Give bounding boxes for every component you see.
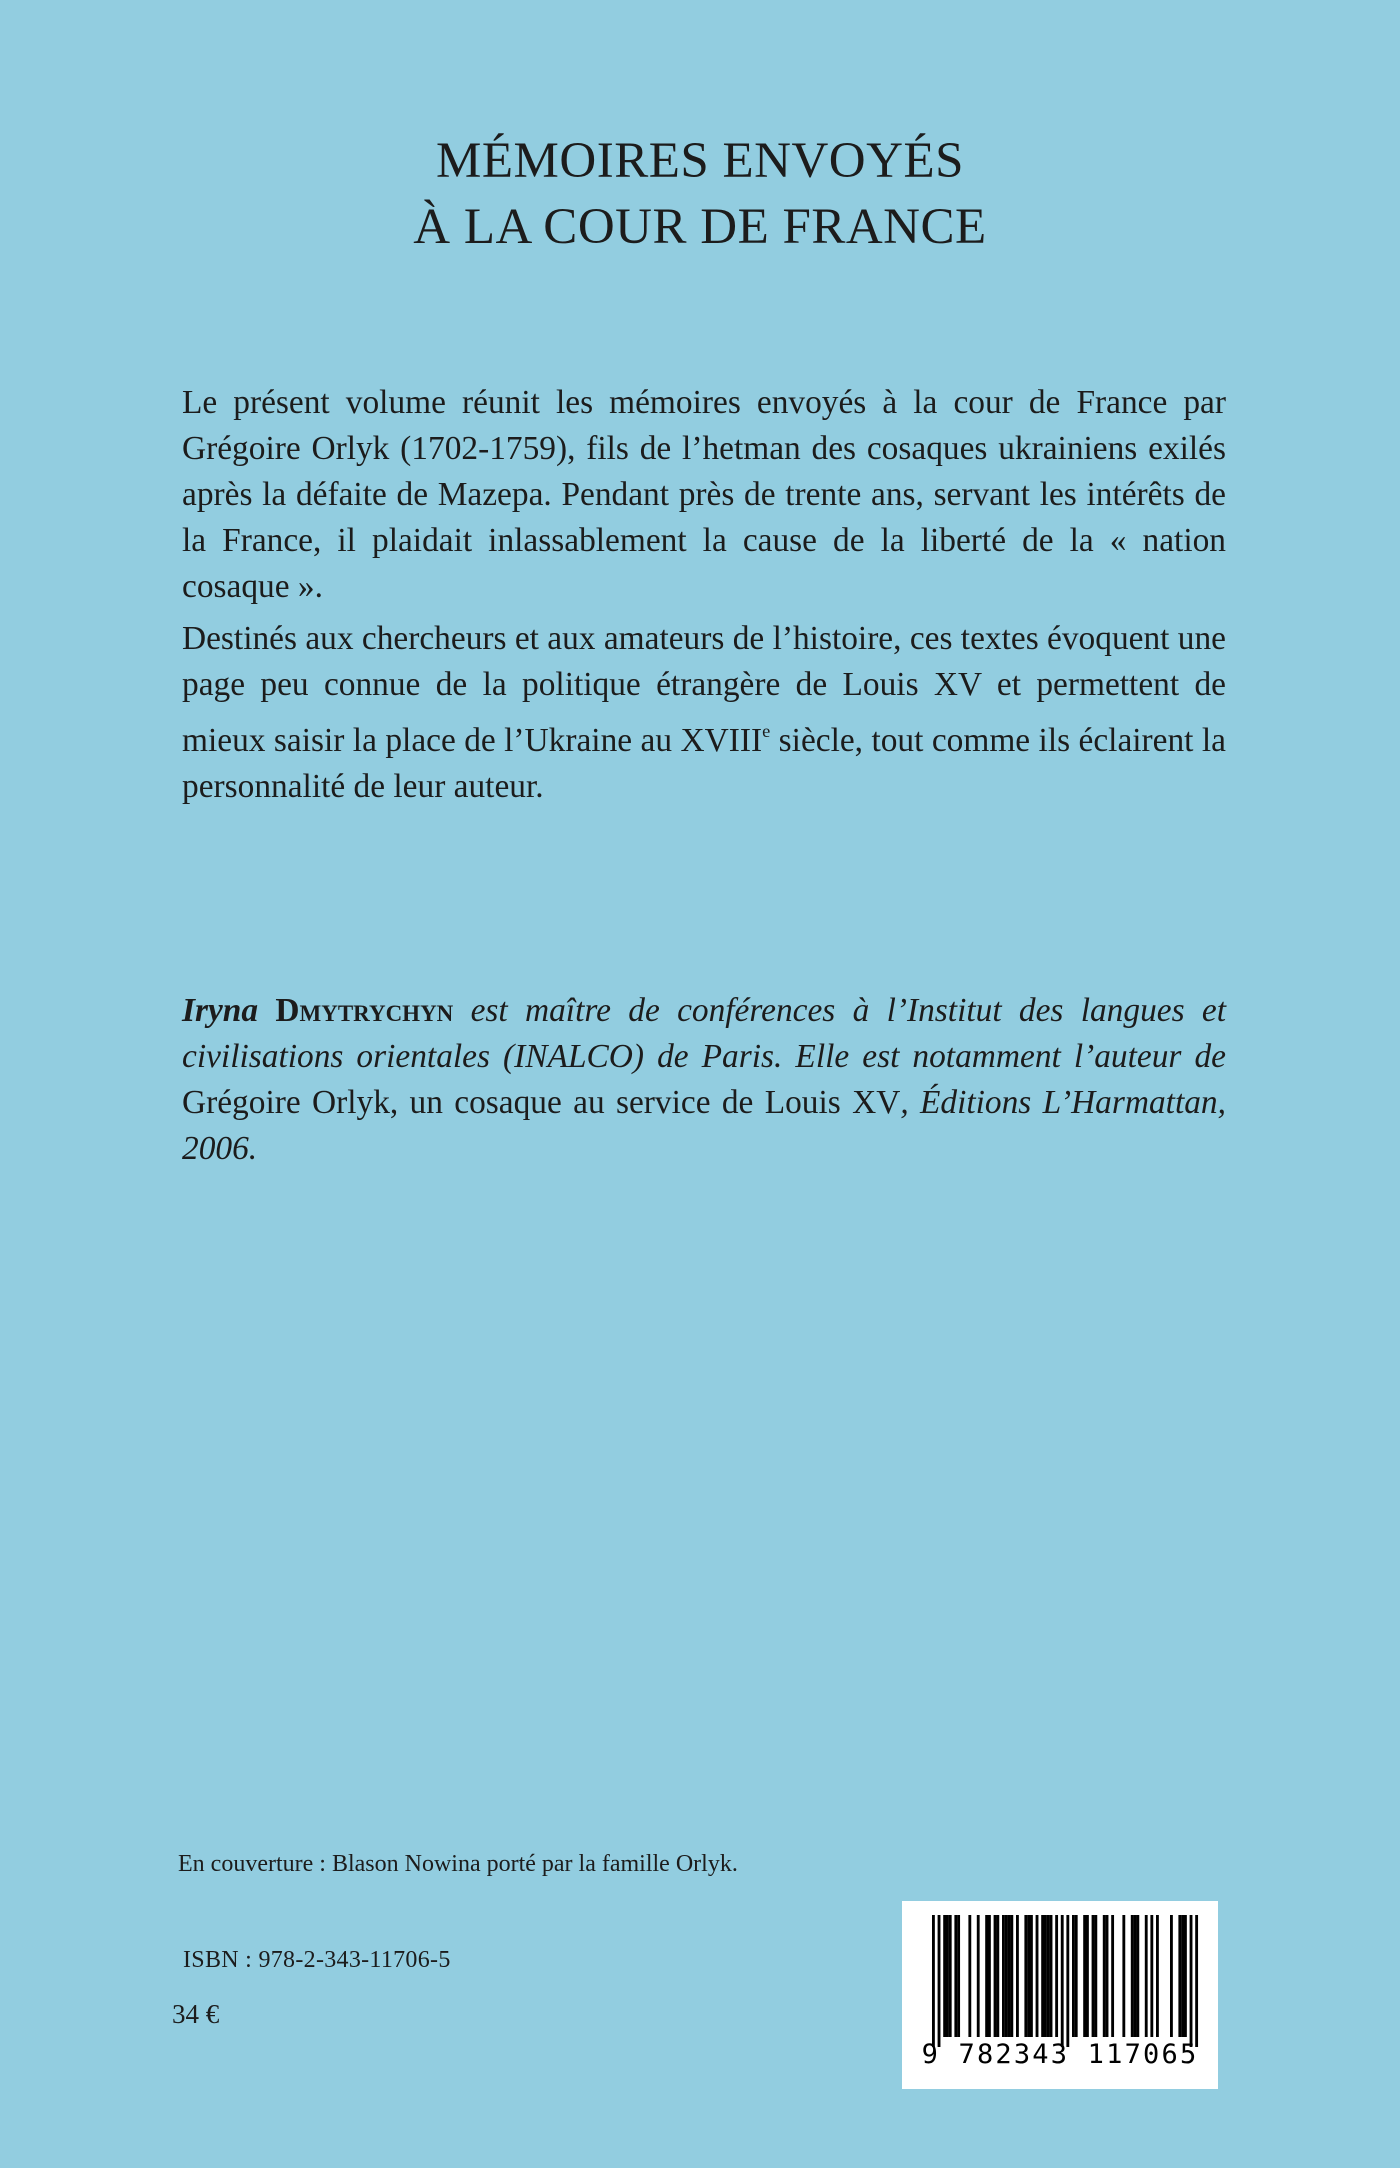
barcode-bar [1092,1915,1095,2037]
barcode-bar [946,1915,949,2037]
barcode-bar [1024,1915,1027,2037]
barcode-bar [932,1915,935,2047]
barcode-bar [1103,1915,1106,2037]
barcode-bar [1083,1915,1086,2037]
barcode-bar [1005,1915,1008,2037]
summary-paragraph-2-start: Destinés aux chercheurs et aux amateurs de l’histoire, ces textes évoquent une page peu connue de la politique étrangère de Louis XV et permettent de mieux saisir la place de l’Ukraine au XVIII [182,620,1226,759]
summary-paragraph-2 [182,616,1226,810]
barcode-bar [988,1915,991,2037]
barcode-bar [1106,1915,1109,2037]
author-book-title: Grégoire Orlyk, un cosaque au service de Louis XV [182,1084,901,1121]
cover-credit: En couverture : Blason Nowina porté par la famille Orlyk. [178,1851,738,1877]
barcode-bar [957,1915,960,2037]
barcode-bar [985,1915,988,2037]
barcode-bar [1190,1915,1193,2047]
barcode-bar [1061,1915,1064,2047]
book-title-line-2: À LA COUR DE FRANCE [413,199,987,255]
century-superscript: e [762,721,771,741]
barcode-bar [954,1915,957,2037]
barcode-bar [1055,1915,1058,2037]
book-title [0,128,1400,260]
summary-paragraph-1: Le présent volume réunit les mémoires envoyés à la cour de France par Grégoire Orlyk (1702-1759), fils de l’hetman des cosaques ukrainiens exilés après la défaite de Mazepa. Pendant près de trente ans, servant les intérêts de la France, il plaidait inlassablement la cause de la liberté de la « nation cosaque ». [182,384,1226,605]
barcode-bar [1178,1915,1181,2037]
barcode-bar [1195,1915,1198,2047]
author-bio-text-2: , Éditions L’Harmattan, 2006. [182,1084,1226,1167]
barcode-bar [1184,1915,1187,2037]
barcode-bar [1072,1915,1075,2037]
summary-paragraph-2-end: siècle, tout comme ils éclairent la personnalité de leur auteur. [182,721,1226,805]
barcode-bar [1016,1915,1019,2037]
barcode-bar [1145,1915,1148,2037]
barcode-bar [1134,1915,1137,2037]
barcode-bar [1150,1915,1153,2037]
barcode-bar [1066,1915,1069,2047]
author-bio [182,988,1226,1172]
barcode-bar [943,1915,946,2037]
barcode-bar [1131,1915,1134,2037]
barcode-bar [949,1915,952,2037]
barcode-bar [1086,1915,1089,2037]
author-first-name: Iryna [182,992,259,1029]
barcode-bar [1094,1915,1097,2037]
author-bio-text-1: est maître de conférences à l’Institut des langues et civilisations orientales (INALCO) de Paris. Elle est notamment l’auteur de [182,992,1226,1075]
barcode-bar [994,1915,997,2037]
barcode-bar [968,1915,971,2037]
barcode-bar [1044,1915,1047,2037]
barcode-bar [1111,1915,1114,2037]
barcode-digits: 9 782343 117065 [921,2039,1199,2070]
barcode-bar [1041,1915,1044,2037]
barcode-bar [938,1915,941,2047]
author-last-name: Dmytrychyn [275,992,454,1029]
barcode-bar [1170,1915,1173,2037]
barcode-bar [1002,1915,1005,2037]
barcode-bar [1181,1915,1184,2037]
barcode-bar [1027,1915,1030,2037]
price-text: 34 € [172,1999,220,2029]
book-title-line-1: MÉMOIRES ENVOYÉS [436,133,964,189]
barcode-bar [1050,1915,1053,2037]
barcode-bar [1008,1915,1011,2037]
barcode-bar [996,1915,999,2037]
isbn-text: ISBN : 978-2-343-11706-5 [183,1947,451,1973]
barcode-bar [1047,1915,1050,2037]
barcode-bar [1010,1915,1013,2037]
barcode-bar [1036,1915,1039,2037]
barcode-bar [1122,1915,1125,2037]
barcode-bar [1075,1915,1078,2037]
barcode [902,1901,1218,2089]
barcode-bar [977,1915,980,2037]
barcode-bar [1030,1915,1033,2037]
barcode-bar [1136,1915,1139,2037]
barcode-bar [1156,1915,1159,2037]
